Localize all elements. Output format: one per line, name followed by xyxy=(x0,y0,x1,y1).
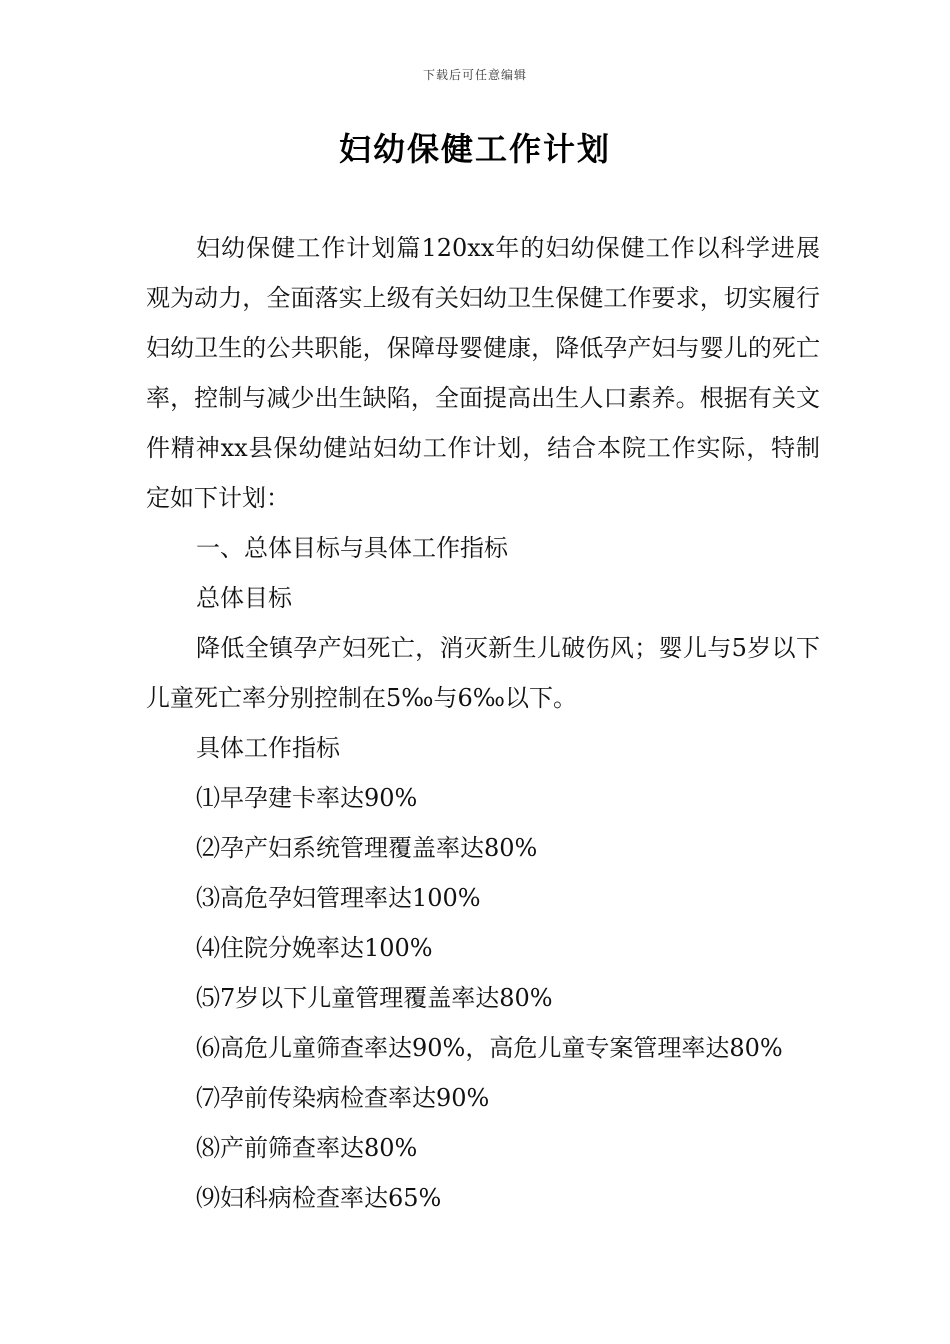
intro-paragraph: 妇幼保健工作计划篇120xx年的妇幼保健工作以科学进展观为动力，全面落实上级有关妇幼卫生保健工作要求，切实履行妇幼卫生的公共职能，保障母婴健康，降低孕产妇与婴儿的死亡率，控制与减少出生缺陷，全面提高出生人口素养。根据有关文件精神xx县保幼健站妇幼工作计划，结合本院工作实际，特制定如下计划： xyxy=(146,234,820,512)
indicator-item: ⑼妇科病检查率达65% xyxy=(196,1184,442,1212)
indicator-item: ⑶高危孕妇管理率达100% xyxy=(196,884,481,912)
indicator-item: ⑵孕产妇系统管理覆盖率达80% xyxy=(196,834,538,862)
document-title: 妇幼保健工作计划 xyxy=(338,130,611,168)
indicator-item: ⑻产前筛查率达80% xyxy=(196,1134,418,1162)
section-heading: 一、总体目标与具体工作指标 xyxy=(196,534,508,562)
overall-goal-paragraph: 降低全镇孕产妇死亡，消灭新生儿破伤风；婴儿与5岁以下儿童死亡率分别控制在5‰与6‰以下。 xyxy=(146,634,820,712)
indicator-item: ⑴早孕建卡率达90% xyxy=(196,784,418,812)
indicator-item: ⑸7岁以下儿童管理覆盖率达80% xyxy=(196,984,553,1012)
header-note: 下载后可任意编辑 xyxy=(422,68,527,82)
indicator-item: ⑺孕前传染病检查率达90% xyxy=(196,1084,490,1112)
overall-goal-heading: 总体目标 xyxy=(196,584,292,612)
document-body xyxy=(146,223,820,1223)
indicators-heading: 具体工作指标 xyxy=(196,734,340,762)
indicator-item: ⑷住院分娩率达100% xyxy=(196,934,433,962)
indicator-item: ⑹高危儿童筛查率达90%，高危儿童专案管理率达80% xyxy=(196,1034,783,1062)
